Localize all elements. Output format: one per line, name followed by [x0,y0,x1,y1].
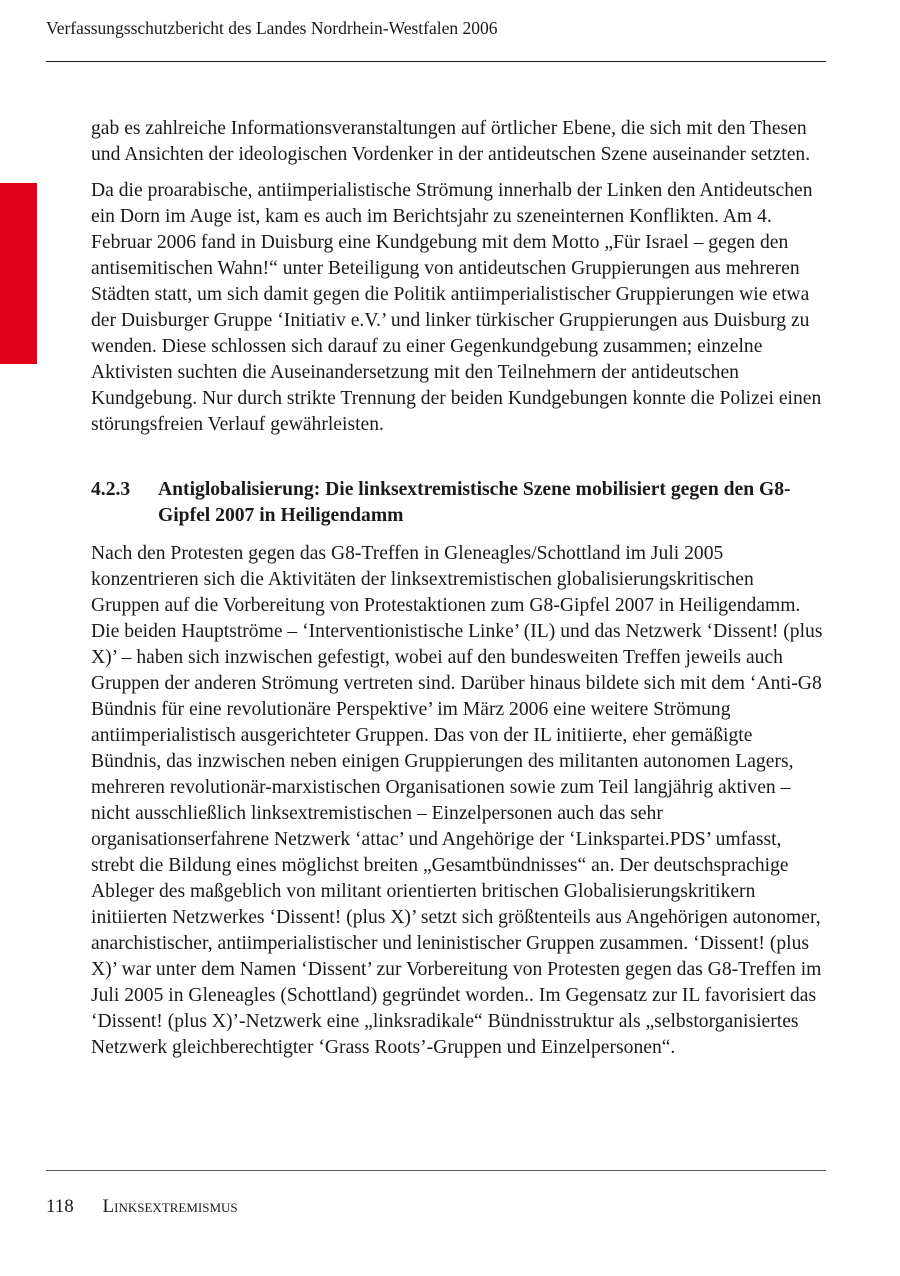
page-number: 118 [46,1196,74,1217]
paragraph: gab es zahlreiche Informationsveranstaltungen auf örtlicher Ebene, die sich mit den Thesen und Ansichten der ideologischen Vordenker in der antideutschen Szene auseinander setzten. [91,118,811,165]
page-body [91,116,826,1071]
footer-section-label: Linksextremismus [102,1196,238,1217]
running-header-title: Verfassungsschutzbericht des Landes Nordrhein-Westfalen 2006 [46,18,498,38]
paragraph: Nach den Protesten gegen das G8-Treffen in Gleneagles/Schottland im Juli 2005 konzentrieren sich die Aktivitäten der linksextremistischen globalisierungskritischen Gruppen auf die Vorbereitung von Protestaktionen zum G8-Gipfel 2007 in Heiligendamm. Die beiden Hauptströme – ‘Interventionistische Linke’ (IL) und das Netzwerk ‘Dissent! (plus X)’ – haben sich inzwischen gefestigt, wobei auf den bundesweiten Treffen jeweils auch Gruppen der anderen Strömung vertreten sind. Darüber hinaus bildete sich mit dem ‘Anti-G8 Bündnis für eine revolutionäre Perspektive’ im März 2006 eine weitere Strömung antiimperialistisch ausgerichteter Gruppen. Das von der IL initiierte, eher gemäßigte Bündnis, das inzwischen neben einigen Gruppierungen des militanten autonomen Lagers, mehreren revolutionär-marxistischen Organisationen sowie zum Teil langjährig aktiven – nicht ausschließlich linksextremistischen – Einzelpersonen auch das sehr organisationserfahrene Netzwerk ‘attac’ und Angehörige der ‘Linkspartei.PDS’ umfasst, strebt die Bildung eines möglichst breiten „Gesamtbündnisses“ an. Der deutschsprachige Ableger des maßgeblich von militant orientierten britischen Globalisierungskritikern initiierten Netzwerkes ‘Dissent! (plus X)’ setzt sich größtenteils aus Angehörigen autonomer, anarchistischer, antiimperialistischer und leninistischer Gruppen zusammen. ‘Dissent! (plus X)’ war unter dem Namen ‘Dissent’ zur Vorbereitung von Protesten gegen das G8-Treffen im Juli 2005 in Gleneagles (Schottland) gegründet worden.. Im Gegensatz zur IL favorisiert das ‘Dissent! (plus X)’-Netzwerk eine „linksradikale“ Bündnisstruktur als „selbstorganisiertes Netzwerk gleichberechtigter ‘Grass Roots’-Gruppen und Einzelpersonen“. [91,543,823,1058]
footer-rule [46,1170,826,1171]
chapter-tab-marker [0,183,37,364]
section-title: Antiglobalisierung: Die linksextremistische Szene mobilisiert gegen den G8-Gipfel 2007 in Heiligendamm [158,479,791,526]
paragraph: Da die proarabische, antiimperialistische Strömung innerhalb der Linken den Antideutschen ein Dorn im Auge ist, kam es auch im Berichtsjahr zu szeneinternen Konflikten. Am 4. Februar 2006 fand in Duisburg eine Kundgebung mit dem Motto „Für Israel – gegen den antisemitischen Wahn!“ unter Beteiligung von antideutschen Gruppierungen aus mehreren Städten statt, um sich damit gegen die Politik antiimperialistischer Gruppierungen wie etwa der Duisburger Gruppe ‘Initiativ e.V.’ und linker türkischer Gruppierungen aus Duisburg zu wenden. Diese schlossen sich darauf zu einer Gegenkundgebung zusammen; einzelne Aktivisten suchten die Auseinandersetzung mit den Teilnehmern der antideutschen Kundgebung. Nur durch strikte Trennung der beiden Kundgebungen konnte die Polizei einen störungsfreien Verlauf gewährleisten. [91,180,822,435]
section-heading [91,477,826,529]
page-footer [46,1196,238,1218]
header-rule [46,61,826,62]
section-number: 4.2.3 [91,479,131,500]
